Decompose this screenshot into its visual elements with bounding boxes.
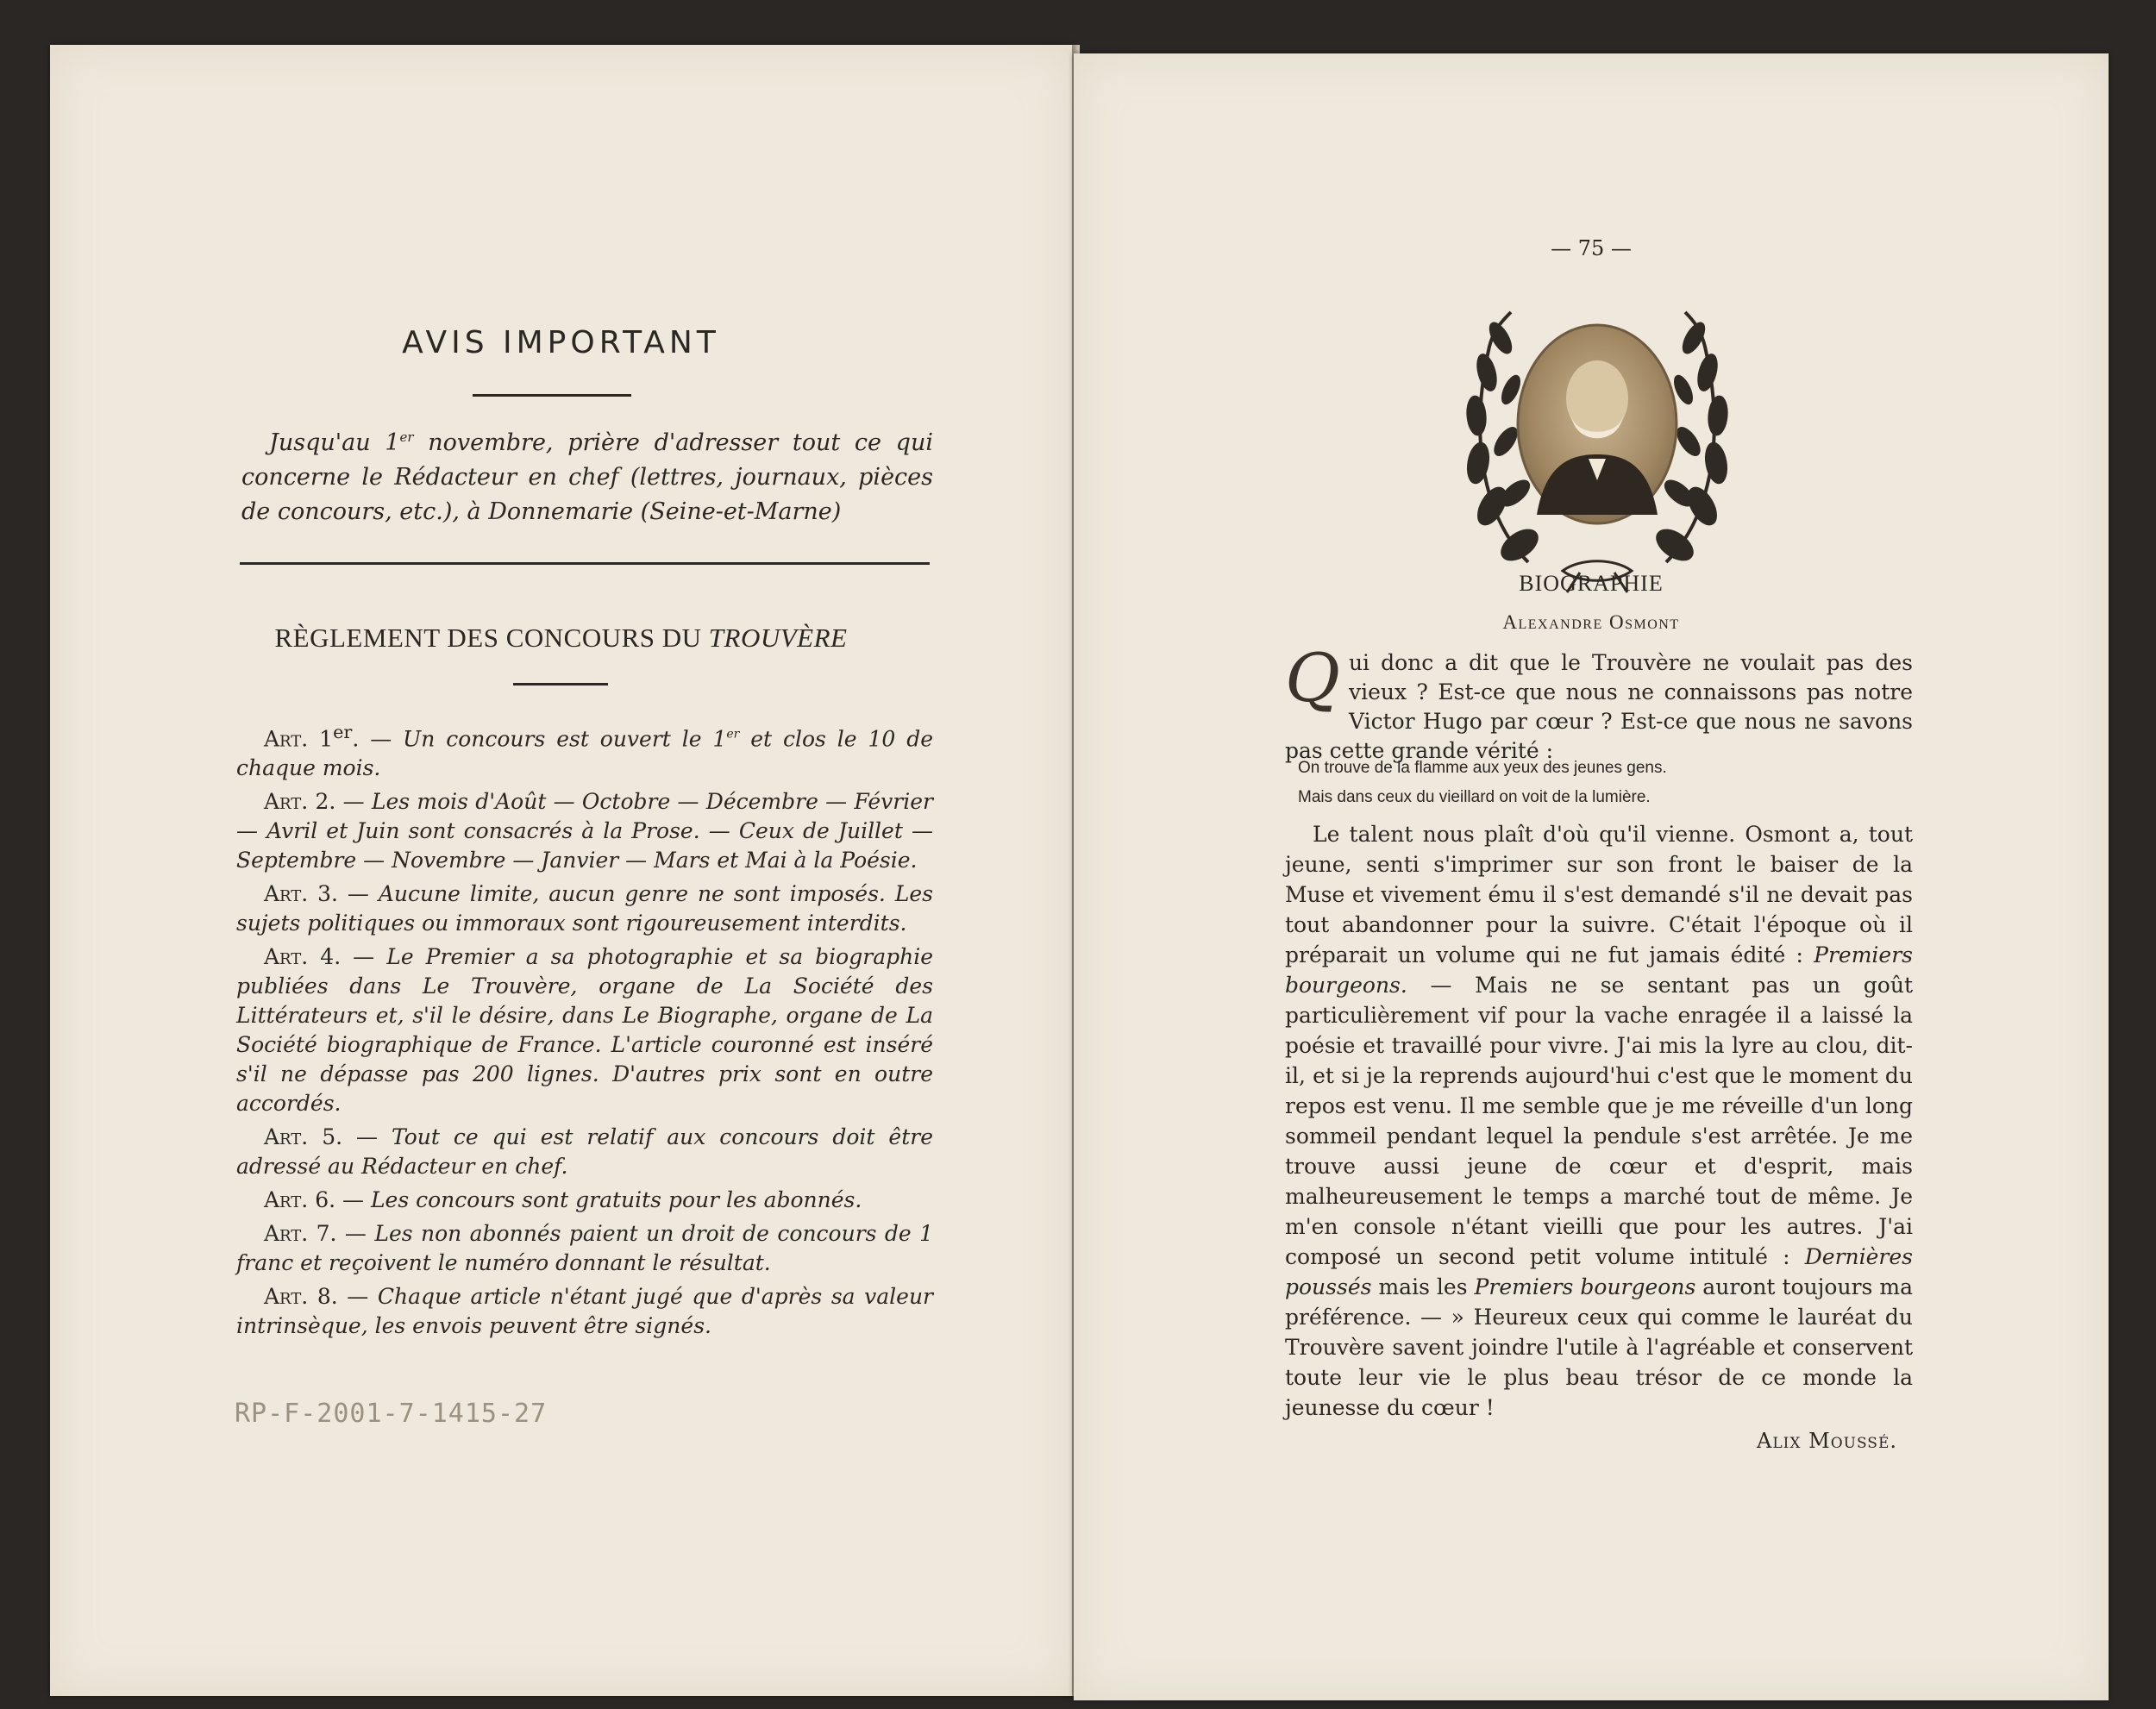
inventory-stamp: RP-F-2001-7-1415-27 [235,1399,548,1429]
article-label: Art. 8. — [264,1284,378,1310]
bio-text: — Mais ne se sentant pas un goût particulièrement vif pour la vache enragée il a laissé la poésie et travaillé pour vivre. J'ai mis la lyre au clou, dit-il, et si je la reprends aujourd'hui c'est que le moment du repos est venu. Il me semble que je me réveille d'un long sommeil pendant lequel la pendule s'est arrêtée. Je me trouve aussi jeune de cœur et d'esprit, mais malheureusement le temps a marché tout de même. Je m'en console n'étant vieilli que pour les autres. J'ai composé un second petit volume intitulé : [1285,973,1913,1269]
section-title: BIOGRAPHIE [1519,571,1664,596]
article-text-end: et clos le 10 de chaque mois. [236,726,933,781]
article-6 [236,1186,933,1215]
avis-text-end: novembre, prière d'adresser tout ce qui concerne le Rédacteur en chef (lettres, journaux, pièces de concours, etc.), à Donnemarie (Seine-et-Marne) [241,429,933,525]
article-text: Chaque article n'étant jugé que d'après sa valeur intrinsèque, les envois peuvent être signés. [236,1284,934,1339]
avis-text-start: Jusqu'au 1 [269,429,400,456]
article-label: Art. 3. — [264,881,379,907]
article-2 [236,787,933,875]
portrait-vignette [1451,286,1744,601]
article-label-sup: er [333,722,353,742]
avis-notice [241,420,933,529]
subject-name: Alexandre Osmont [1502,611,1680,633]
verse-quote [1298,754,1902,812]
bio-text: Le talent nous plaît d'où qu'il vienne. Osmont a, tout jeune, senti s'imprimer sur son front le baiser de la Muse et vivement ému il s'est demandé s'il ne devait pas tout abandonner pour la suivre. C'était l'époque où il préparait un volume qui ne fut jamais édité : [1285,822,1913,967]
article-label-end: . — [352,726,404,752]
author-signature: Alix Moussé. [1757,1429,1897,1453]
article-1 [236,717,933,783]
article-label: Art. 2. — [264,789,372,815]
drop-cap: Q [1285,640,1340,717]
article-3 [236,880,933,938]
article-text-sup: er [726,728,740,742]
article-text: Tout ce qui est relatif aux concours doit être adressé au Rédacteur en chef. [236,1124,933,1180]
reglement-title-italic: TROUVÈRE [708,623,848,653]
page-number: — 75 — [1551,236,1632,260]
intro-text: ui donc a dit que le Trouvère ne voulait pas des vieux ? Est-ce que nous ne connaissons pas notre Victor Hugo par cœur ? Est-ce que nous ne savons pas cette grande vérité : [1285,650,1913,763]
article-7 [236,1219,933,1278]
article-text: Les concours sont gratuits pour les abonnés. [370,1187,862,1213]
article-text: Les non abonnés paient un droit de concours de 1 franc et reçoivent le numéro donnant le résultat. [236,1221,933,1276]
laurel-wreath-portrait [1451,286,1744,601]
quote-line: On trouve de la flamme aux yeux des jeunes gens. [1298,759,1667,777]
article-5 [236,1123,933,1181]
book-title: Dernières poussés [1285,1244,1913,1299]
article-text: Un concours est ouvert le 1 [403,726,727,752]
article-text: Aucune limite, aucun genre ne sont imposés. Les sujets politiques ou immoraux sont rigoureusement interdits. [236,881,933,936]
avis-divider [473,394,631,397]
bio-body [1285,819,1913,1423]
article-label: Art. 1 [264,726,334,752]
bio-intro [1285,640,1913,766]
quote-line: Mais dans ceux du vieillard on voit de la lumière. [1298,788,1651,806]
avis-sup: er [399,429,414,445]
article-text: Les mois d'Août — Octobre — Décembre — Février — Avril et Juin sont consacrés à la Prose. — Ceux de Juillet — Septembre — Novembre — Janvier — Mars et Mai à la Poésie. [236,789,933,873]
reglement-title [50,623,1072,654]
book-title: Premiers bourgeons [1474,1274,1696,1299]
articles-list [236,717,933,1345]
book-title: Premiers bourgeons. [1285,942,1913,998]
article-4 [236,942,933,1118]
article-label: Art. 5. — [264,1124,392,1150]
reglement-title-plain: RÈGLEMENT DES CONCOURS DU [274,623,709,653]
article-label: Art. 4. — [264,944,387,970]
article-text: Le Premier a sa photographie et sa biographie publiées dans Le Trouvère, organe de La Société des Littérateurs et, s'il le désire, dans Le Biographe, organe de La Société biographique de France. L'article couronné est inséré s'il ne dépasse pas 200 lignes. D'autres prix sont en outre accordés. [236,944,933,1117]
section-divider [240,562,930,565]
avis-title: AVIS IMPORTANT [402,325,720,360]
reglement-divider [513,683,608,685]
article-label: Art. 7. — [264,1221,375,1247]
right-page [1074,53,2109,1700]
left-page [50,45,1072,1696]
bio-text: auront toujours ma préférence. — » Heureux ceux qui comme le lauréat du Trouvère savent joindre l'utile à l'agréable et conservent toute leur vie le plus beau trésor de ce monde la jeunesse du cœur ! [1285,1274,1913,1420]
article-label: Art. 6. — [264,1187,371,1213]
article-8 [236,1282,933,1341]
bio-text: mais les [1371,1274,1475,1299]
